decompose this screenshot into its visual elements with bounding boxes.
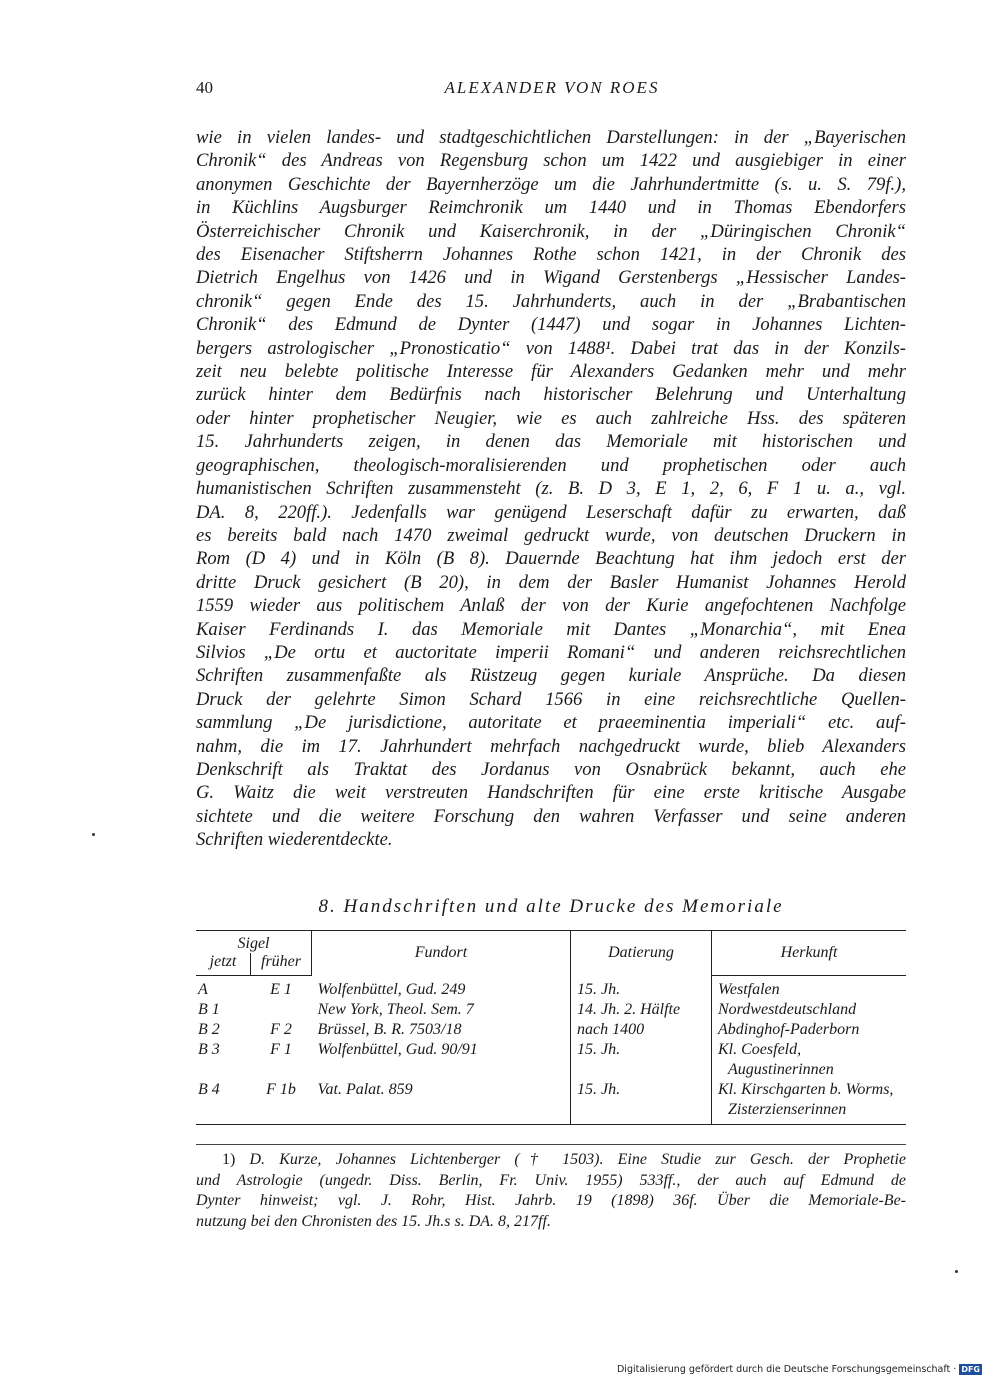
cell-datierung: 14. Jh. 2. Hälfte: [571, 1000, 712, 1020]
page-number: 40: [196, 78, 213, 97]
body-line: Kaiser Ferdinands I. das Memoriale mit Dantes „Monarchia“, mit Enea: [196, 618, 906, 640]
cell-herkunft: Nordwestdeutschland: [718, 1001, 857, 1018]
scan-speck: [955, 1270, 958, 1273]
cell-fundort: Wolfenbüttel, Gud. 249: [312, 976, 571, 1001]
body-line: geographischen, theologisch-moralisierenden und prophetischen oder auch: [196, 454, 906, 476]
cell-datierung: 15. Jh.: [571, 976, 712, 1001]
header-sigel: Sigel: [196, 931, 312, 954]
cell-fundort: Vat. Palat. 859: [312, 1080, 571, 1125]
body-line: DA. 8, 220ff.). Jedenfalls war genügend Leserschaft dafür zu erwarten, daß: [196, 501, 906, 523]
header-frueher: früher: [251, 953, 312, 976]
cell-frueher: F 1b: [251, 1080, 312, 1125]
body-line: Schriften zusammenfaßte als Rüstzeug gegen kuriale Ansprüche. Da diesen: [196, 665, 906, 687]
body-line: 15. Jahrhunderts zeigen, in denen das Memoriale mit historischen und: [196, 431, 906, 453]
footnote-line: Dynter hinweist; vgl. J. Rohr, Hist. Jahrb. 19 (1898) 36f. Über die Memoriale-Be-: [196, 1192, 906, 1209]
table-row: [196, 1020, 906, 1040]
cell-jetzt: B 2: [198, 1021, 220, 1038]
cell-herkunft: [712, 1040, 907, 1080]
body-line: Schriften wiederentdeckte.: [196, 829, 393, 851]
cell-fundort: Wolfenbüttel, Gud. 90/91: [312, 1040, 571, 1080]
body-text: [196, 126, 906, 852]
footnote-line: nutzung bei den Chronisten des 15. Jh.s s. DA. 8, 217ff.: [196, 1212, 551, 1230]
body-line: Rom (D 4) und in Köln (B 8). Dauernde Beachtung hat ihm jedoch erst der: [196, 548, 906, 570]
body-line: sammlung „De jurisdictione, autoritate et praeeminentia imperiali“ etc. auf-: [196, 712, 906, 734]
cell-jetzt: B 1: [198, 1001, 220, 1018]
footnote-line: [196, 1150, 906, 1171]
section-heading: 8. Handschriften und alte Drucke des Memoriale: [318, 896, 784, 917]
body-line: Druck der gelehrte Simon Schard 1566 in eine reichsrechtliche Quellen-: [196, 688, 906, 710]
header-fundort: Fundort: [312, 931, 571, 976]
header-jetzt: jetzt: [196, 953, 251, 976]
body-line: chronik“ gegen Ende des 15. Jahrhunderts, auch in der „Brabantischen: [196, 290, 906, 312]
body-line: humanistischen Schriften zusammensteht (z. B. D 3, E 1, 2, 6, F 1 u. a., vgl.: [196, 478, 906, 500]
body-line: Österreichischer Chronik und Kaiserchronik, in der „Düringischen Chronik“: [196, 220, 906, 242]
table-row: [196, 1080, 906, 1125]
credit-text: Digitalisierung gefördert durch die Deutsche Forschungsgemeinschaft ·: [616, 1364, 957, 1375]
cell-datierung: nach 1400: [571, 1020, 712, 1040]
cell-frueher: F 2: [270, 1021, 292, 1038]
body-line: dritte Druck gesichert (B 20), in dem der Basler Humanist Johannes Herold: [196, 571, 906, 593]
cell-herkunft: Abdinghof-Paderborn: [718, 1021, 860, 1038]
body-line: oder hinter prophetischer Neugier, wie es auch zahlreiche Hss. des späteren: [196, 407, 906, 429]
footnote-divider: [196, 1144, 906, 1145]
header-herkunft: Herkunft: [712, 931, 907, 976]
cell-datierung: 15. Jh.: [571, 1080, 712, 1125]
body-line: es bereits bald nach 1470 zweimal gedruckt wurde, von deutschen Druckern in: [196, 524, 906, 546]
table-row: [196, 1040, 906, 1080]
body-line: des Eisenacher Stiftsherrn Johannes Rothe schon 1421, in der Chronik des: [196, 244, 906, 266]
cell-herkunft: Westfalen: [718, 981, 780, 998]
cell-datierung: 15. Jh.: [571, 1040, 712, 1080]
page-header: [196, 78, 908, 102]
herkunft-line: Kl. Coesfeld,: [718, 1041, 802, 1058]
header-datierung: Datierung: [571, 931, 712, 976]
herkunft-line: Augustinerinnen: [728, 1061, 834, 1078]
herkunft-line: Zisterzienserinnen: [728, 1101, 847, 1118]
cell-frueher: [251, 1000, 312, 1020]
body-line: Chronik“ des Edmund de Dynter (1447) und sogar in Johannes Lichten-: [196, 314, 906, 336]
footnote-text: D. Kurze, Johannes Lichtenberger († 1503). Eine Studie zur Gesch. der Prophetie: [249, 1151, 907, 1168]
body-line: zurück hinter dem Bedürfnis nach historischer Belehrung und Unterhaltung: [196, 384, 906, 406]
body-line: zeit neu belebte politische Interesse für Alexanders Gedanken mehr und mehr: [196, 361, 906, 383]
cell-frueher: E 1: [270, 981, 292, 998]
body-line: nahm, die im 17. Jahrhundert mehrfach nachgedruckt wurde, blieb Alexanders: [196, 735, 906, 757]
cell-jetzt: B 4: [196, 1080, 251, 1125]
footnote-line: und Astrologie (ungedr. Diss. Berlin, Fr. Univ. 1955) 533ff., der auch auf Edmund de: [196, 1171, 906, 1189]
body-line: G. Waitz die weit verstreuten Handschriften für eine erste kritische Ausgabe: [196, 782, 906, 804]
cell-jetzt: B 3: [198, 1041, 220, 1058]
body-line: Silvios „De ortu et auctoritate imperii Romani“ und anderen reichsrechtlichen: [196, 641, 906, 663]
herkunft-line: Kl. Kirschgarten b. Worms,: [718, 1081, 894, 1098]
running-head: ALEXANDER VON ROES: [444, 78, 660, 97]
manuscripts-table: [196, 930, 906, 1125]
cell-jetzt: A: [198, 981, 208, 998]
body-line: 1559 wieder aus politischem Anlaß der von der Kurie angefochtenen Nachfolge: [196, 595, 906, 617]
body-line: Dietrich Engelhus von 1426 und in Wigand Gerstenbergs „Hessischer Landes-: [196, 267, 906, 289]
cell-herkunft: [712, 1080, 907, 1125]
body-line: Chronik“ des Andreas von Regensburg schon um 1422 und ausgiebiger in einer: [196, 150, 906, 172]
body-line: wie in vielen landes- und stadtgeschichtlichen Darstellungen: in der „Bayerischen: [196, 127, 906, 148]
cell-fundort: Brüssel, B. R. 7503/18: [312, 1020, 571, 1040]
footnote-number: 1): [222, 1151, 236, 1168]
body-line: anonymen Geschichte der Bayernherzöge um die Jahrhundertmitte (s. u. S. 79f.),: [196, 173, 906, 195]
scan-speck: [92, 833, 95, 836]
footnote: [196, 1150, 906, 1232]
table-row: [196, 1000, 906, 1020]
dfg-logo: DFG: [961, 1365, 980, 1374]
cell-fundort: New York, Theol. Sem. 7: [312, 1000, 571, 1020]
body-line: bergers astrologischer „Pronosticatio“ von 1488¹. Dabei trat das in der Konzils-: [196, 337, 906, 359]
body-line: in Küchlins Augsburger Reimchronik um 1440 und in Thomas Ebendorfers: [196, 197, 906, 219]
body-line: sichtete und die weitere Forschung den wahren Verfasser und seine anderen: [196, 805, 906, 827]
table-row: [196, 976, 906, 1001]
body-line: Denkschrift als Traktat des Jordanus von Osnabrück bekannt, auch ehe: [196, 758, 906, 780]
cell-frueher: F 1: [270, 1041, 292, 1058]
digitization-credit: [617, 1364, 982, 1375]
